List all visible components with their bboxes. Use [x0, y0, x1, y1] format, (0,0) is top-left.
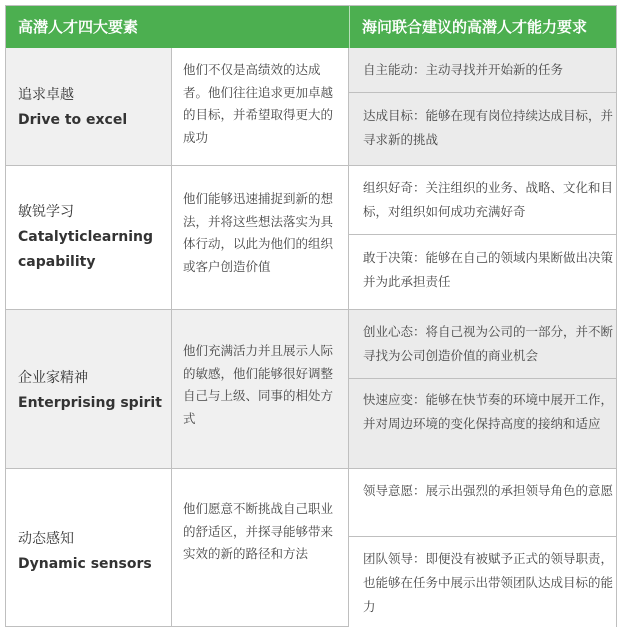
requirement-item	[349, 536, 616, 627]
requirement-text: 组织好奇：关注组织的业务、战略、文化和目标，对组织如何成功充满好奇	[363, 180, 614, 219]
header-col-requirements: 海问联合建议的高潜人才能力要求	[362, 18, 588, 36]
element-desc-cell	[172, 166, 349, 309]
requirement-text: 创业心态：将自己视为公司的一部分，并不断寻找为公司创造价值的商业机会	[363, 324, 614, 363]
element-description: 他们能够迅速捕捉到新的想法，并将这些想法落实为具体行动，以此为他们的组织或客户创造价值	[183, 191, 334, 274]
requirement-text: 团队领导：即便没有被赋予正式的领导职责，也能够在任务中展示出带领团队达成目标的能力	[363, 551, 614, 614]
element-name-zh: 企业家精神	[18, 370, 88, 386]
element-name-en: Drive to excel	[18, 112, 128, 128]
element-name	[18, 83, 127, 133]
header-col-elements: 高潜人才四大要素	[18, 18, 139, 36]
element-name-cell	[6, 166, 172, 309]
element-description: 他们不仅是高绩效的达成者。他们往往追求更加卓越的目标，并希望取得更大的成功	[183, 62, 334, 145]
requirement-item	[349, 378, 616, 468]
element-description: 他们充满活力并且展示人际的敏感，他们能够很好调整自己与上级、同事的相处方式	[183, 343, 334, 426]
table-header	[6, 6, 616, 48]
requirement-text: 敢于决策：能够在自己的领域内果断做出决策并为此承担责任	[363, 250, 614, 289]
element-name-en: Enterprising spirit	[18, 395, 162, 411]
element-name	[18, 527, 152, 577]
element-description: 他们愿意不断挑战自己职业的舒适区，并探寻能够带来实效的新的路径和方法	[183, 501, 334, 561]
requirement-text: 自主能动：主动寻找并开始新的任务	[363, 62, 564, 77]
element-name-cell	[6, 469, 172, 627]
requirements-cell	[349, 48, 616, 165]
table-row	[6, 165, 616, 309]
requirements-cell	[349, 310, 616, 468]
talent-table	[5, 5, 617, 627]
element-name-en: Catalyticlearning capability	[18, 229, 153, 270]
requirements-cell	[349, 469, 616, 627]
element-name-zh: 动态感知	[18, 531, 74, 547]
element-name-zh: 敏锐学习	[18, 204, 74, 220]
requirement-text: 达成目标：能够在现有岗位持续达成目标，并寻求新的挑战	[363, 108, 614, 147]
element-name-en: Dynamic sensors	[18, 556, 152, 572]
requirement-item	[349, 48, 616, 92]
requirement-item	[349, 234, 616, 309]
requirement-item	[349, 469, 616, 536]
element-name-cell	[6, 48, 172, 165]
element-name-zh: 追求卓越	[18, 87, 74, 103]
requirement-item	[349, 92, 616, 165]
element-name-cell	[6, 310, 172, 468]
table-row	[6, 309, 616, 468]
requirement-text: 快速应变：能够在快节奏的环境中展开工作，并对周边环境的变化保持高度的接纳和适应	[363, 392, 614, 431]
requirement-item	[349, 310, 616, 378]
header-divider	[349, 6, 350, 48]
requirement-text: 领导意愿：展示出强烈的承担领导角色的意愿	[363, 483, 614, 498]
element-desc-cell	[172, 48, 349, 165]
element-name	[18, 200, 158, 275]
requirements-cell	[349, 166, 616, 309]
element-desc-cell	[172, 310, 349, 468]
element-name	[18, 366, 162, 416]
table-row	[6, 48, 616, 165]
element-desc-cell	[172, 469, 349, 627]
requirement-item	[349, 166, 616, 234]
table-row	[6, 468, 616, 626]
